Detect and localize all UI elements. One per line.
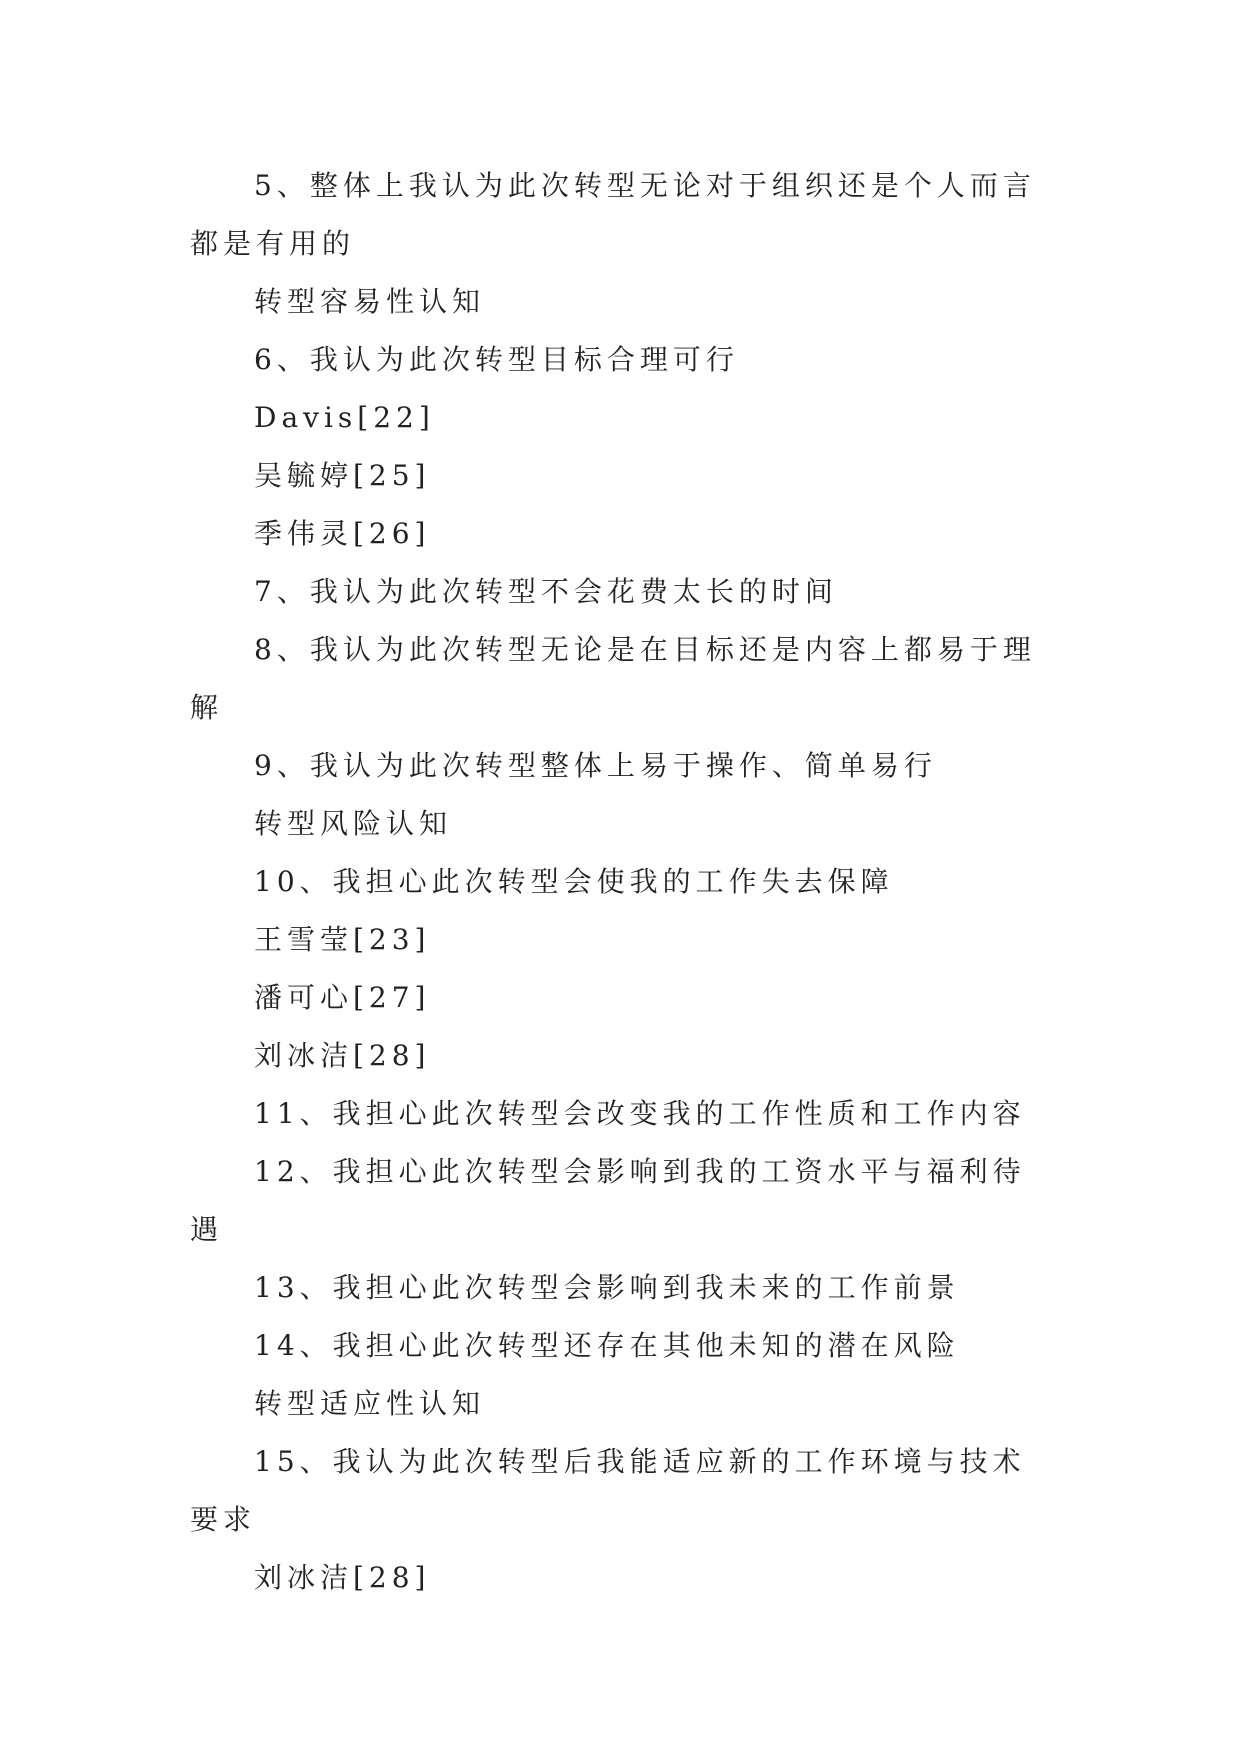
paragraph-item-14: 14、我担心此次转型还存在其他未知的潜在风险	[254, 1329, 960, 1362]
section-heading-adaptation: 转型适应性认知	[254, 1387, 486, 1420]
paragraph-item-12: 12、我担心此次转型会影响到我的工资水平与福利待遇	[190, 1155, 1026, 1246]
paragraph-item-5: 5、整体上我认为此次转型无论对于组织还是个人而言都是有用的	[190, 169, 1036, 260]
section-heading-risk: 转型风险认知	[254, 807, 453, 840]
reference-davis: Davis[22]	[254, 401, 435, 434]
document-body	[190, 157, 1052, 1607]
paragraph-item-13: 13、我担心此次转型会影响到我未来的工作前景	[254, 1271, 960, 1304]
paragraph-item-11: 11、我担心此次转型会改变我的工作性质和工作内容	[254, 1097, 1026, 1130]
section-heading-ease: 转型容易性认知	[254, 285, 486, 318]
reference-liu-2: 刘冰洁[28]	[254, 1561, 431, 1594]
paragraph-item-7: 7、我认为此次转型不会花费太长的时间	[254, 575, 838, 608]
reference-ji: 季伟灵[26]	[254, 517, 431, 550]
paragraph-item-15: 15、我认为此次转型后我能适应新的工作环境与技术要求	[190, 1445, 1026, 1536]
reference-liu: 刘冰洁[28]	[254, 1039, 431, 1072]
paragraph-item-6: 6、我认为此次转型目标合理可行	[254, 343, 739, 376]
reference-pan: 潘可心[27]	[254, 981, 431, 1014]
reference-wu: 吴毓婷[25]	[254, 459, 431, 492]
paragraph-item-10: 10、我担心此次转型会使我的工作失去保障	[254, 865, 894, 898]
paragraph-item-8: 8、我认为此次转型无论是在目标还是内容上都易于理解	[190, 633, 1036, 724]
reference-wang: 王雪莹[23]	[254, 923, 431, 956]
paragraph-item-9: 9、我认为此次转型整体上易于操作、简单易行	[254, 749, 937, 782]
